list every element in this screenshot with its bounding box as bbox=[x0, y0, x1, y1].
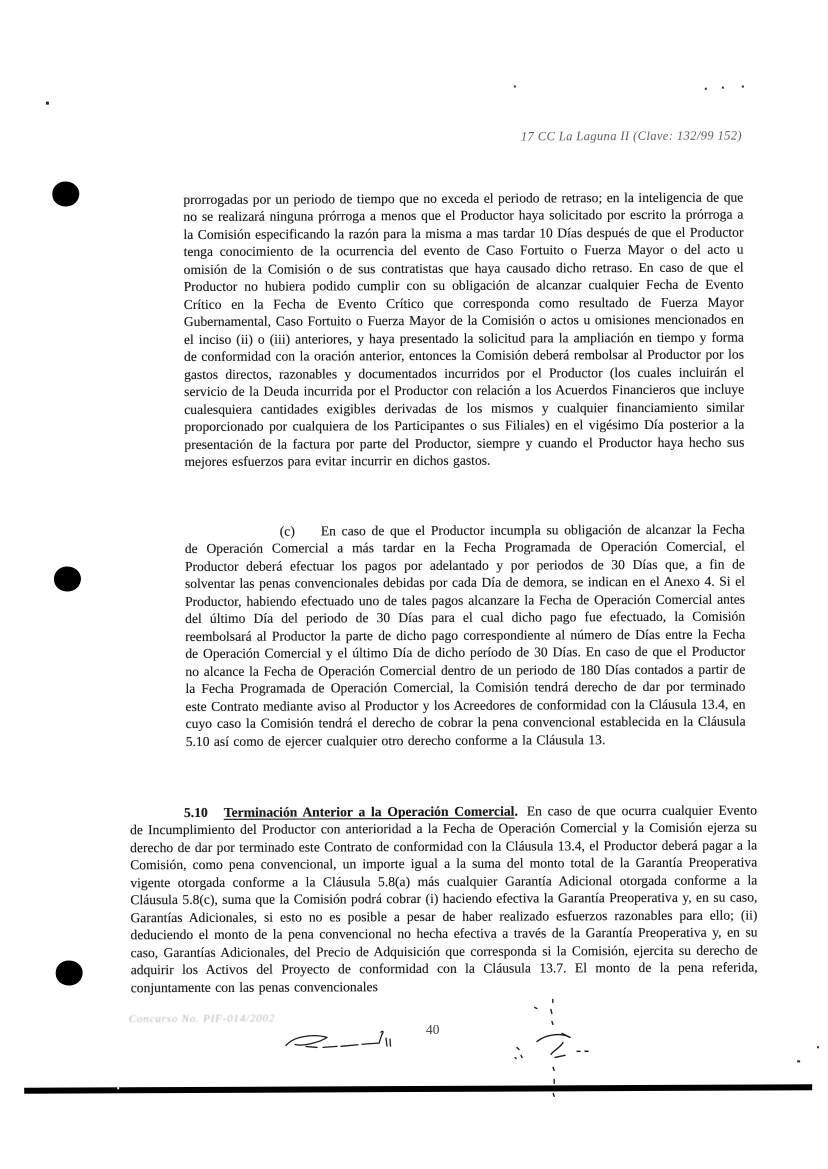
section-text: En caso de que ocurra cualquier Evento de Incumplimiento del Productor con anterioridad a la Fecha de Operación Comercial y la Comisión ejerza su derecho de dar por terminado este Contrato de conformidad con la Cláusula 13.4, el Productor deberá pagar a la Comisión, como pena convencional, un importe igual a la suma del monto total de la Garantía Preoperativa vigente otorgada conforme a la Cláusula 5.8(a) más cualquier Garantía Adicional otorgada conforme a la Cláusula 5.8(c), suma que la Comisión podrá cobrar (i) haciendo efectiva la Garantía Preoperativa y, en su caso, Garantías Adicionales, si esto no es posible a pesar de haber realizado esfuerzos razonables para ello; (ii) deduciendo el monto de la pena convencional no hecha efectiva a través de la Garantía Preoperativa y, en su caso, Garantías Adicionales, del Precio de Adquisición que corresponda si la Comisión, ejercita su derecho de adquirir los Activos del Proyecto de conformidad con la Cláusula 13.7. El monto de la pena referida, conjuntamente con las penas convencionales bbox=[130, 802, 758, 995]
hole-punch-dot-middle bbox=[54, 566, 81, 591]
scan-speck bbox=[817, 1046, 819, 1048]
hole-punch-dot-bottom bbox=[56, 960, 83, 985]
scan-speck bbox=[705, 88, 707, 90]
paragraph-clause-c bbox=[185, 520, 746, 750]
scan-speck bbox=[797, 1060, 800, 1062]
section-title-separator: . bbox=[514, 803, 518, 819]
scan-speck bbox=[514, 86, 516, 88]
clause-c-marker: (c) bbox=[279, 523, 295, 539]
scan-speck bbox=[742, 86, 744, 88]
paragraph-continuation: prorrogadas por un periodo de tiempo que no exceda el periodo de retraso; en la inteligencia de que no se realizará ninguna prórroga a menos que el Productor haya solicitado por escrito la prórroga a la Comisión especificando la razón para la misma a mas tardar 10 Días después de que el Productor tenga conocimiento de la ocurrencia del evento de Caso Fortuito o Fuerza Mayor o del acto u omisión de la Comisión o de sus contratistas que haya causado dicho retraso. En caso de que el Productor no hubiera podido cumplir con su obligación de alcanzar cualquier Fecha de Evento Crítico en la Fecha de Evento Crítico que corresponda como resultado de Fuerza Mayor Gubernamental, Caso Fortuito o Fuerza Mayor de la Comisión o actos u omisiones mencionados en el inciso (ii) o (iii) anteriores, y haya presentado la solicitud para la ampliación en tiempo y forma de conformidad con la oración anterior, entonces la Comisión deberá rembolsar al Productor por los gastos directos, razonables y documentados incurridos por el Productor (los cuales incluirán el servicio de la Deuda incurrida por el Productor con relación a los Acuerdos Financieros que incluye cualesquiera cantidades exigibles derivadas de los mismos y cualquier financiamiento similar proporcionado por cualquiera de los Participantes o sus Filiales) en el vigésimo Día posterior a la presentación de la factura por parte del Productor, siempre y cuando el Productor haya hecho sus mejores esfuerzos para evitar incurrir en dichos gastos. bbox=[183, 189, 745, 470]
section-number: 5.10 bbox=[183, 804, 208, 820]
scan-speck bbox=[722, 87, 724, 89]
scan-edge-notch bbox=[117, 1087, 119, 1089]
section-title: Terminación Anterior a la Operación Comercial bbox=[223, 803, 515, 820]
signature-scribble-icon bbox=[280, 1028, 408, 1063]
document-header-reference: 17 CC La Laguna II (Clave: 132/99 152) bbox=[520, 128, 743, 144]
hole-punch-dot-top bbox=[52, 181, 79, 206]
scan-bottom-edge-line bbox=[24, 1084, 812, 1093]
footer-reference: Concurso No. PIF-014/2002 bbox=[128, 1012, 276, 1026]
paragraph-section-5-10 bbox=[130, 801, 758, 996]
page-number: 40 bbox=[425, 1021, 440, 1037]
scan-speck bbox=[46, 102, 49, 105]
ink-smudge-icon bbox=[507, 995, 600, 1115]
clause-c-text: En caso de que el Productor incumpla su obligación de alcanzar la Fecha de Operación Comercial a más tardar en la Fecha Programada de Operación Comercial, el Productor deberá efectuar los pagos por adelantado y por periodos de 30 Días que, a fin de solventar las penas convencionales debidas por cada Día de demora, se indican en el Anexo 4. Si el Productor, habiendo efectuado uno de tales pagos alcanzare la Fecha de Operación Comercial antes del último Día del periodo de 30 Días para el cual dicho pago fue efectuado, la Comisión reembolsará al Productor la parte de dicho pago correspondiente al número de Días entre la Fecha de Operación Comercial y el último Día de dicho período de 30 Días. En caso de que el Productor no alcance la Fecha de Operación Comercial dentro de un periodo de 180 Días contados a partir de la Fecha Programada de Operación Comercial, la Comisión tendrá derecho de dar por terminado este Contrato mediante aviso al Productor y los Acreedores de conformidad con la Cláusula 13.4, en cuyo caso la Comisión tendrá el derecho de cobrar la pena convencional establecida en la Cláusula 5.10 así como de ejercer cualquier otro derecho conforme a la Cláusula 13. bbox=[184, 521, 746, 749]
